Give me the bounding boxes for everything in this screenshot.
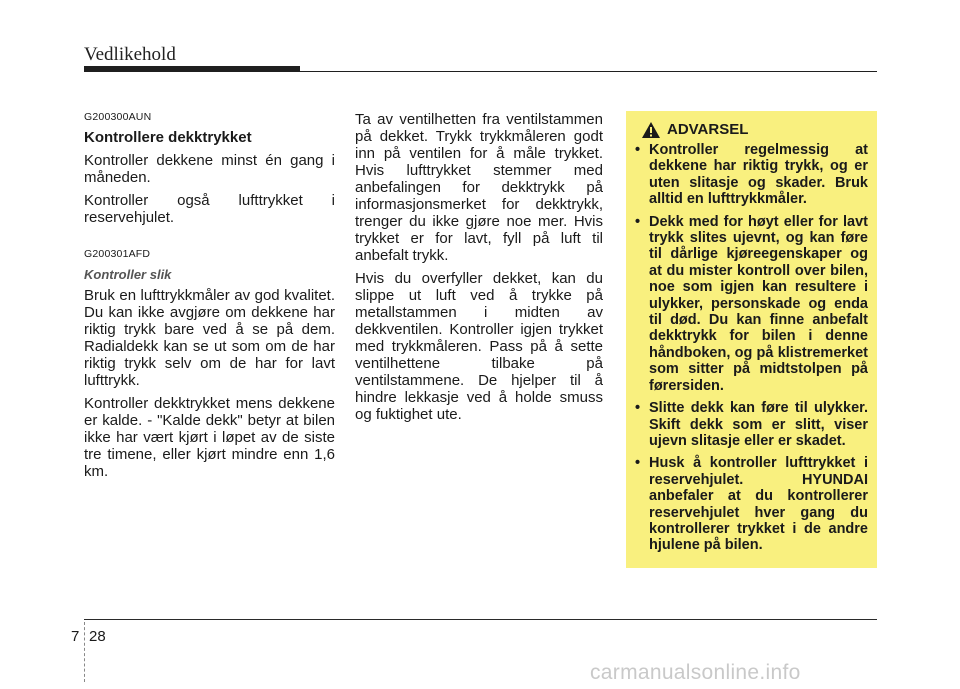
footer-rule: [84, 619, 877, 620]
footer-divider: [84, 622, 85, 682]
chapter-number: 7: [71, 628, 80, 645]
paragraph: Hvis du overfyller dekket, kan du slippe ut luft ved å trykke på metallstammen i midten av dekkventilen. Kontroller igjen trykket med trykkmåleren. Pass på å sette ventilhettene tilbake på ventilstammene. De hjelper til å hindre lekkasje ved å holde smuss og fuktighet ute.: [355, 270, 603, 423]
warning-item: • Husk å kontroller lufttrykket i reservehjulet. HYUNDAI anbefaler at du kontrollerer reservehjulet hver gang du kontrollerer trykket i de andre hjulene på bilen.: [635, 455, 868, 553]
paragraph: Ta av ventilhetten fra ventilstammen på dekket. Trykk trykkmåleren godt inn på ventilen for å måle trykket. Hvis lufttrykket stemmer med anbefalingen for dekktrykk på informasjonsmerket for dekktrykk, trenger du ikke gjøre noe mer. Hvis trykket er for lavt, fyll på luft til anbefalt trykk.: [355, 111, 603, 264]
page-number: 28: [89, 628, 106, 645]
header-rule: [300, 71, 877, 72]
warning-item: • Kontroller regelmessig at dekkene har riktig trykk, og er uten slitasje og skader. Bruk alltid en lufttrykkmåler.: [635, 142, 868, 208]
warning-item: • Dekk med for høyt eller for lavt trykk slites ujevnt, og kan føre til dårlige kjøreegenskaper og at du mister kontroll over bilen, noe som igjen kan resultere i ulykker, personskade og enda til død. Du kan finne anbefalt dekktrykk for bilen i denne håndboken, og på klistremerket som sitter på midtstolpen på førersiden.: [635, 214, 868, 394]
warning-title: ADVARSEL: [667, 120, 749, 138]
section-code: G200300AUN: [84, 111, 152, 123]
warning-item: • Slitte dekk kan føre til ulykker. Skift dekk som er slitt, viser ujevn slitasje eller er skadet.: [635, 400, 868, 449]
watermark: carmanualsonline.info: [590, 661, 801, 684]
subsection-heading: Kontroller slik: [84, 267, 172, 282]
left-column: [84, 111, 335, 486]
middle-column: [355, 111, 603, 429]
warning-list: [635, 142, 868, 554]
section-title: Vedlikehold: [84, 44, 176, 65]
paragraph: Kontroller dekktrykket mens dekkene er kalde. - "Kalde dekk" betyr at bilen ikke har vært kjørt i løpet av de siste tre timene, eller kjørt mindre enn 1,6 km.: [84, 395, 335, 480]
header-bar: [84, 66, 300, 72]
warning-header: [641, 121, 868, 139]
section-heading: Kontrollere dekktrykket: [84, 129, 252, 146]
paragraph: Bruk en lufttrykkmåler av god kvalitet. Du kan ikke avgjøre om dekkene har riktig trykk bare ved å se på dem. Radialdekk kan se ut som om de har riktig trykk selv om de har for lavt lufttrykk.: [84, 287, 335, 389]
section-code: G200301AFD: [84, 248, 151, 260]
warning-box: [626, 111, 877, 568]
warning-triangle-icon: [641, 121, 661, 139]
paragraph: Kontroller dekkene minst én gang i måneden.: [84, 152, 335, 186]
paragraph: Kontroller også lufttrykket i reservehjulet.: [84, 192, 335, 226]
